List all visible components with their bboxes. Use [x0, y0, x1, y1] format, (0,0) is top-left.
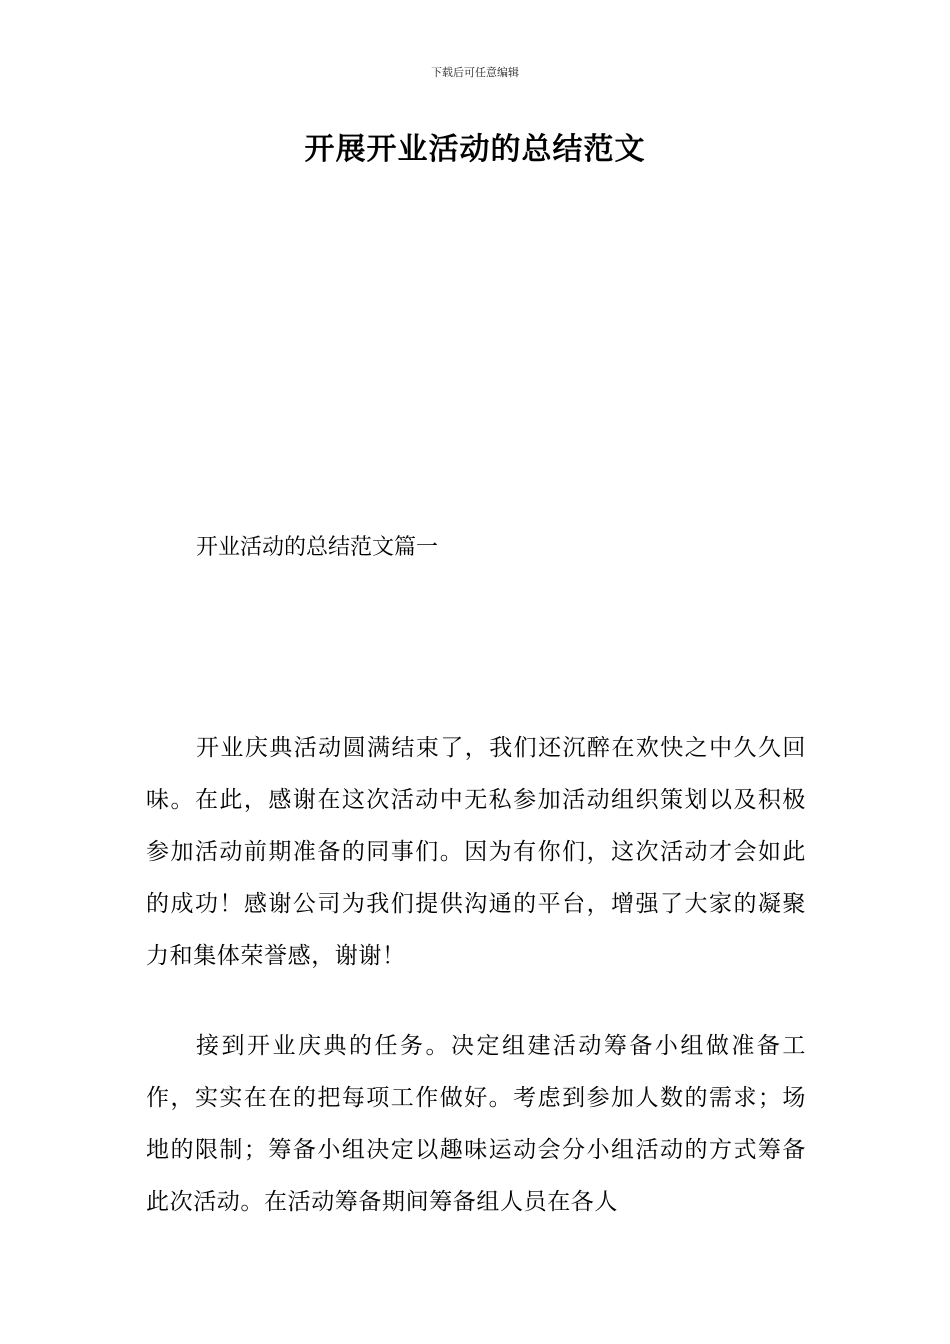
header-note: 下载后可任意编辑 — [431, 66, 519, 79]
body-paragraph: 接到开业庆典的任务。决定组建活动筹备小组做准备工作，实实在在的把每项工作做好。考虑到参加人数的需求；场地的限制；筹备小组决定以趣味运动会分小组活动的方式筹备此次活动。在活动筹备期间筹备组人员在各人 — [146, 1033, 806, 1215]
document-title: 开展开业活动的总结范文 — [304, 132, 646, 167]
body-paragraph: 开业庆典活动圆满结束了，我们还沉醉在欢快之中久久回味。在此，感谢在这次活动中无私参加活动组织策划以及积极参加活动前期准备的同事们。因为有你们，这次活动才会如此的成功！感谢公司为我们提供沟通的平台，增强了大家的凝聚力和集体荣誉感，谢谢！ — [146, 735, 806, 969]
section-heading: 开业活动的总结范文篇一 — [196, 535, 439, 560]
